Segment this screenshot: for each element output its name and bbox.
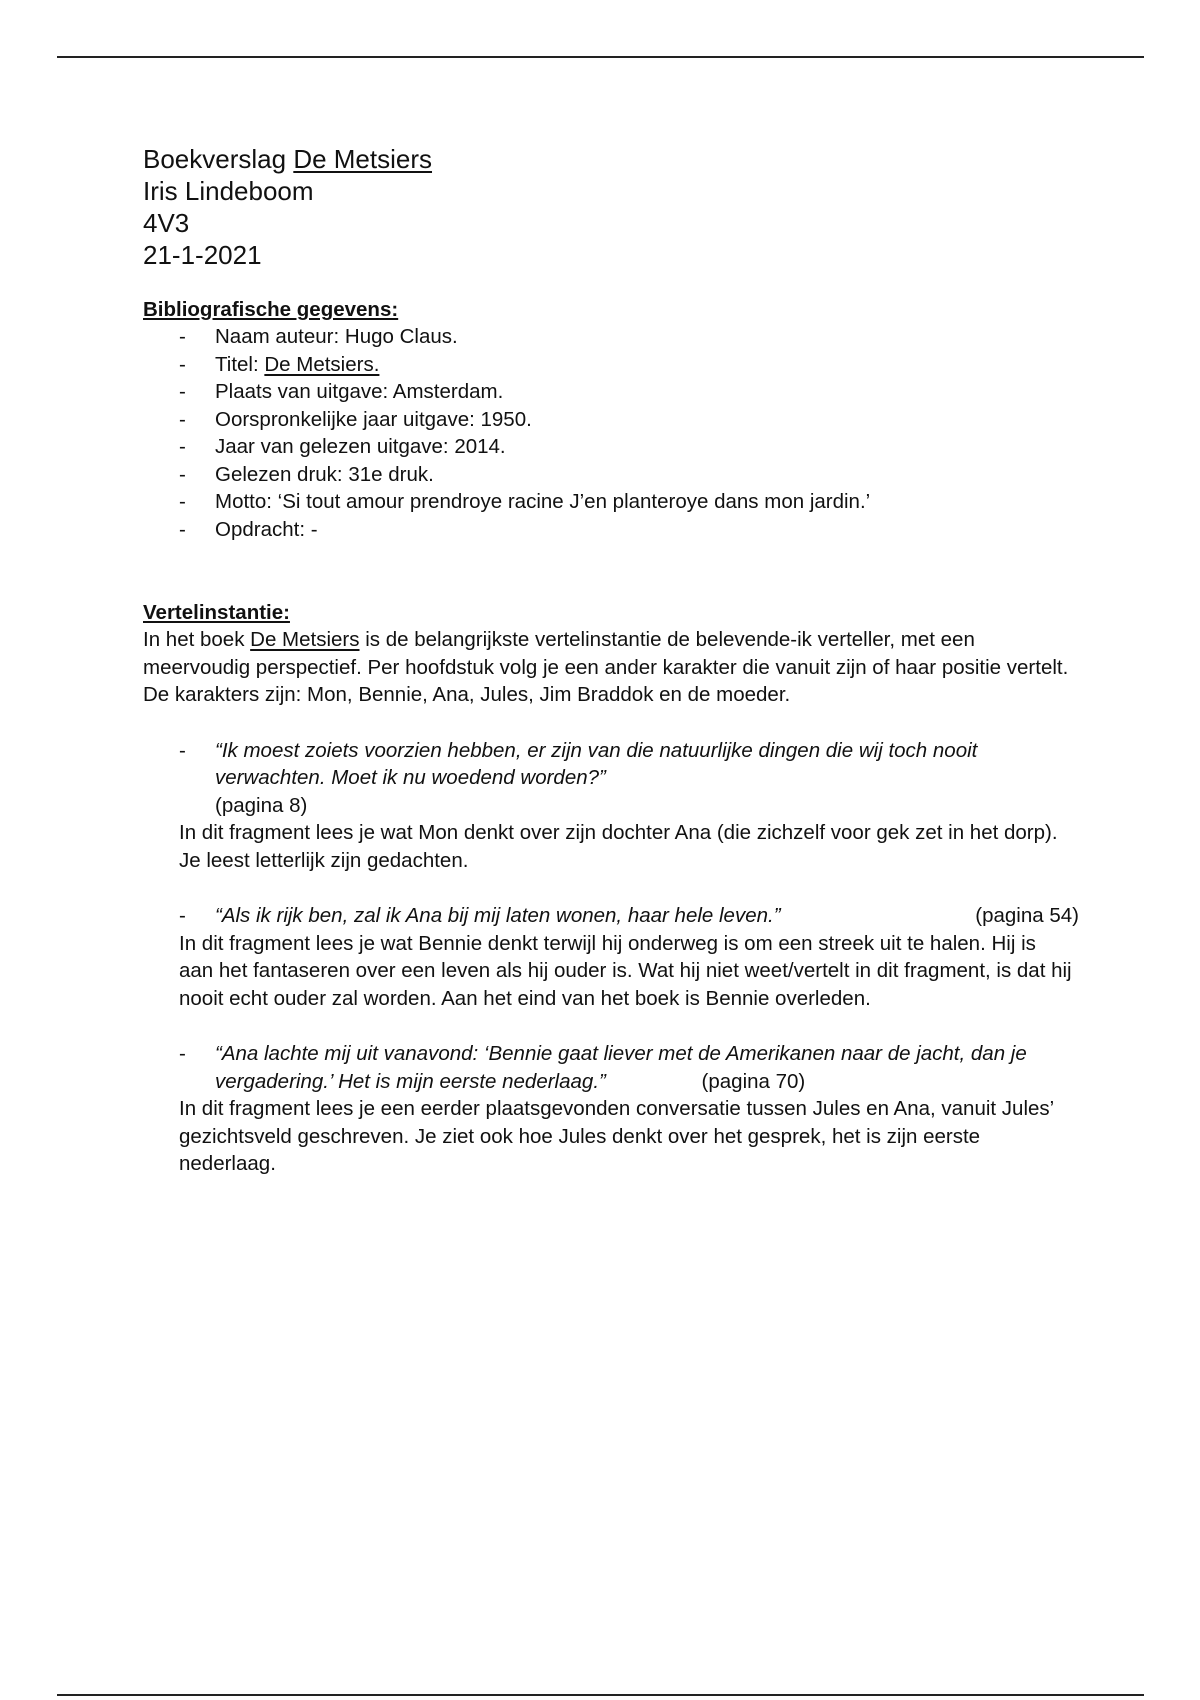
intro-book-title: De Metsiers [250,628,360,651]
fragment-explanation: In dit fragment lees je wat Mon denkt over zijn dochter Ana (die zichzelf voor gek zet in het dorp). Je leest letterlijk zijn gedachten. [179,821,1058,872]
bibliography-list [143,323,1073,543]
vertelinstantie-intro [143,626,1073,709]
fragment-quote: “Ana lachte mij uit vanavond: ‘Bennie gaat liever met de Amerikanen naar de jacht, dan je vergadering.’ Het is mijn eerste nederlaag.” [215,1042,1027,1093]
vertelinstantie-heading: Vertelinstantie: [143,601,290,624]
title-prefix-label: Titel: [215,352,265,376]
document-body [143,143,1079,1178]
bottom-rule [57,1694,1144,1696]
title-book: De Metsiers [293,144,433,174]
fragment-page-ref: (pagina 54) [975,904,1079,927]
bibliography-item-place: - Plaats van uitgave: Amsterdam. [179,378,1073,406]
class-label: 4V3 [143,208,190,238]
bibliography-item-dedication: - Opdracht: - [179,516,1073,544]
fragment-quote-block [179,902,1079,930]
fragment-quote: “Als ik rijk ben, zal ik Ana bij mij laten wonen, haar hele leven.” [215,904,781,927]
bibliography-item-motto: - Motto: ‘Si tout amour prendroye racine J’en planteroye dans mon jardin.’ [179,488,1073,516]
fragment-explanation: In dit fragment lees je wat Bennie denkt terwijl hij onderweg is om een streek uit te halen. Hij is aan het fantaseren over een leven als hij ouder is. Wat hij niet weet/vertelt in dit fragment, is dat hij nooit echt ouder zal worden. Aan het eind van het boek is Bennie overleden. [179,931,1072,1010]
list-dash: - [179,738,186,762]
top-rule [57,56,1144,58]
fragment-1 [143,737,1073,875]
bibliography-item-author: - Naam auteur: Hugo Claus. [179,323,1073,351]
intro-prefix: In het boek [143,628,251,651]
bibliography-item-original-year: - Oorspronkelijke jaar uitgave: 1950. [179,406,1073,434]
bibliography-item-read-year: - Jaar van gelezen uitgave: 2014. [179,433,1073,461]
intro-rest: is de belangrijkste vertelinstantie de belevende-ik verteller, met een meervoudig perspectief. Per hoofdstuk volg je een ander karakter die vanuit zijn of haar positie vertelt. De karakters zijn: Mon, Bennie, Ana, Jules, Jim Braddok en de moeder. [143,628,1069,706]
document-date: 21-1-2021 [143,240,262,270]
fragment-2 [143,902,1079,1012]
bibliography-heading: Bibliografische gegevens: [143,298,399,321]
bibliography-item-title [179,351,1073,379]
fragment-explanation: In dit fragment lees je een eerder plaatsgevonden conversatie tussen Jules en Ana, vanuit Jules’ gezichtsveld geschreven. Je ziet ook hoe Jules denkt over het gesprek, het is zijn eerste nederlaag. [179,1097,1054,1175]
title-prefix: Boekverslag [143,144,287,174]
fragment-3 [143,1040,1073,1178]
bibliography-item-edition: - Gelezen druk: 31e druk. [179,461,1073,489]
fragment-quote-block [179,737,1073,820]
fragment-quote-block [179,1040,1073,1095]
author-name: Iris Lindeboom [143,176,314,206]
list-dash: - [179,1042,186,1065]
fragment-page-ref: (pagina 8) [215,793,308,817]
fragment-quote: “Ik moest zoiets voorzien hebben, er zijn van die natuurlijke dingen die wij toch nooit verwachten. Moet ik nu woedend worden?” [215,738,978,789]
list-dash: - [179,904,186,927]
title-value: De Metsiers. [264,352,380,376]
fragment-page-ref: (pagina 70) [701,1069,806,1093]
document-title [143,143,1073,175]
